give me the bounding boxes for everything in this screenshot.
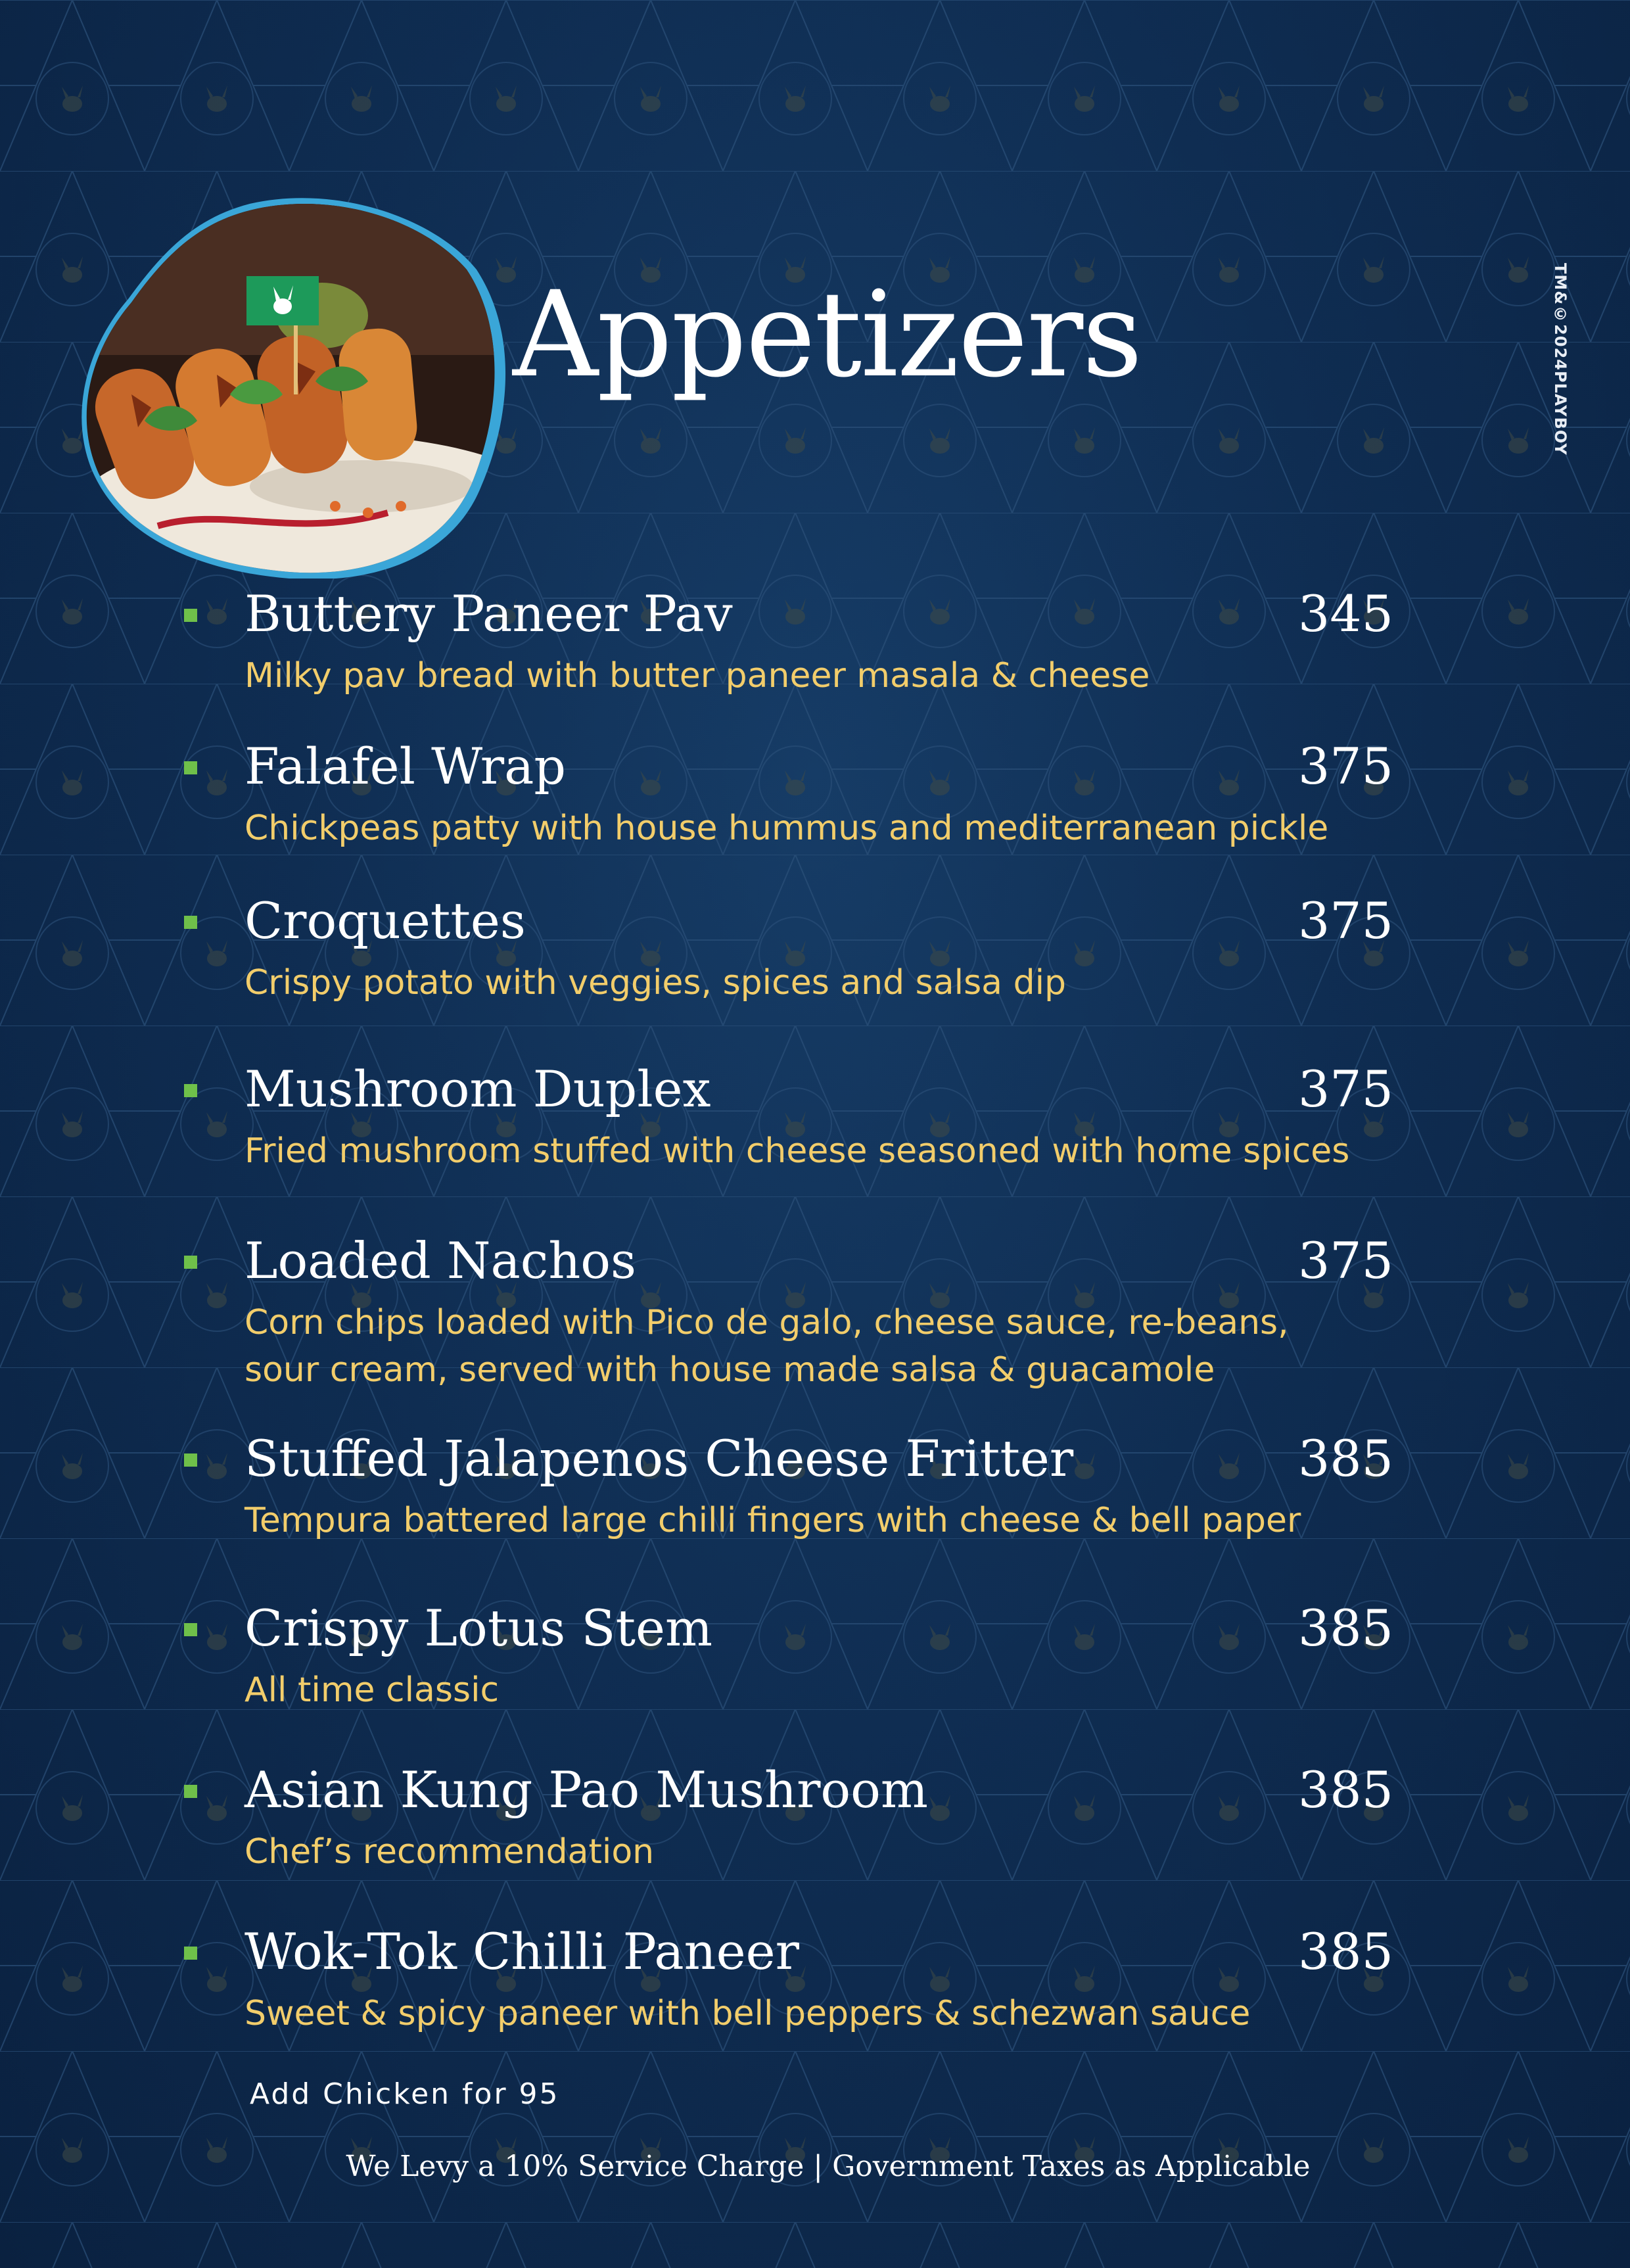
bullet-icon <box>184 1785 197 1798</box>
page-title: Appetizers <box>513 266 1142 404</box>
item-name: Asian Kung Pao Mushroom <box>244 1760 928 1819</box>
item-description: Chickpeas patty with house hummus and mediterranean pickle <box>244 809 1329 848</box>
bullet-icon <box>184 1623 197 1636</box>
item-price: 385 <box>1297 1599 1393 1657</box>
appetizer-platter-photo-icon <box>79 197 513 579</box>
item-description: Tempura battered large chilli fingers with cheese & bell paper <box>244 1501 1301 1540</box>
bullet-icon <box>184 1256 197 1269</box>
bullet-icon <box>184 1453 197 1467</box>
item-description: Crispy potato with veggies, spices and salsa dip <box>244 963 1067 1003</box>
item-price: 385 <box>1297 1429 1393 1488</box>
item-price: 375 <box>1297 1060 1393 1118</box>
item-price: 375 <box>1297 737 1393 795</box>
item-price: 385 <box>1297 1922 1393 1981</box>
item-name: Stuffed Jalapenos Cheese Fritter <box>244 1429 1074 1488</box>
bullet-icon <box>184 761 197 774</box>
item-name: Falafel Wrap <box>244 737 567 795</box>
item-description: Chef’s recommendation <box>244 1832 655 1872</box>
item-description: Sweet & spicy paneer with bell peppers & schezwan sauce <box>244 1994 1251 2033</box>
item-name: Loaded Nachos <box>244 1231 637 1290</box>
item-name: Mushroom Duplex <box>244 1060 711 1118</box>
bullet-icon <box>184 916 197 929</box>
item-price: 375 <box>1297 1231 1393 1290</box>
item-description: Fried mushroom stuffed with cheese seasoned with home spices <box>244 1131 1350 1171</box>
item-price: 345 <box>1297 584 1393 643</box>
add-chicken-note: Add Chicken for 95 <box>250 2077 560 2111</box>
item-description: All time classic <box>244 1670 500 1710</box>
copyright-vertical-text: TM&©2024PLAYBOY <box>1551 263 1570 456</box>
bullet-icon <box>184 609 197 622</box>
item-name: Crispy Lotus Stem <box>244 1599 713 1657</box>
item-price: 385 <box>1297 1760 1393 1819</box>
service-charge-footer: We Levy a 10% Service Charge | Government Taxes as Applicable <box>346 2150 1311 2183</box>
item-price: 375 <box>1297 891 1393 950</box>
bullet-icon <box>184 1084 197 1097</box>
item-description: Corn chips loaded with Pico de galo, cheese sauce, re-beans, sour cream, served with house made salsa & guacamole <box>244 1303 1289 1390</box>
item-name: Wok-Tok Chilli Paneer <box>244 1922 799 1981</box>
item-name: Croquettes <box>244 891 526 950</box>
appetizer-photo <box>79 197 513 579</box>
item-description: Milky pav bread with butter paneer masala & cheese <box>244 656 1150 696</box>
item-name: Buttery Paneer Pav <box>244 584 733 643</box>
bullet-icon <box>184 1947 197 1960</box>
